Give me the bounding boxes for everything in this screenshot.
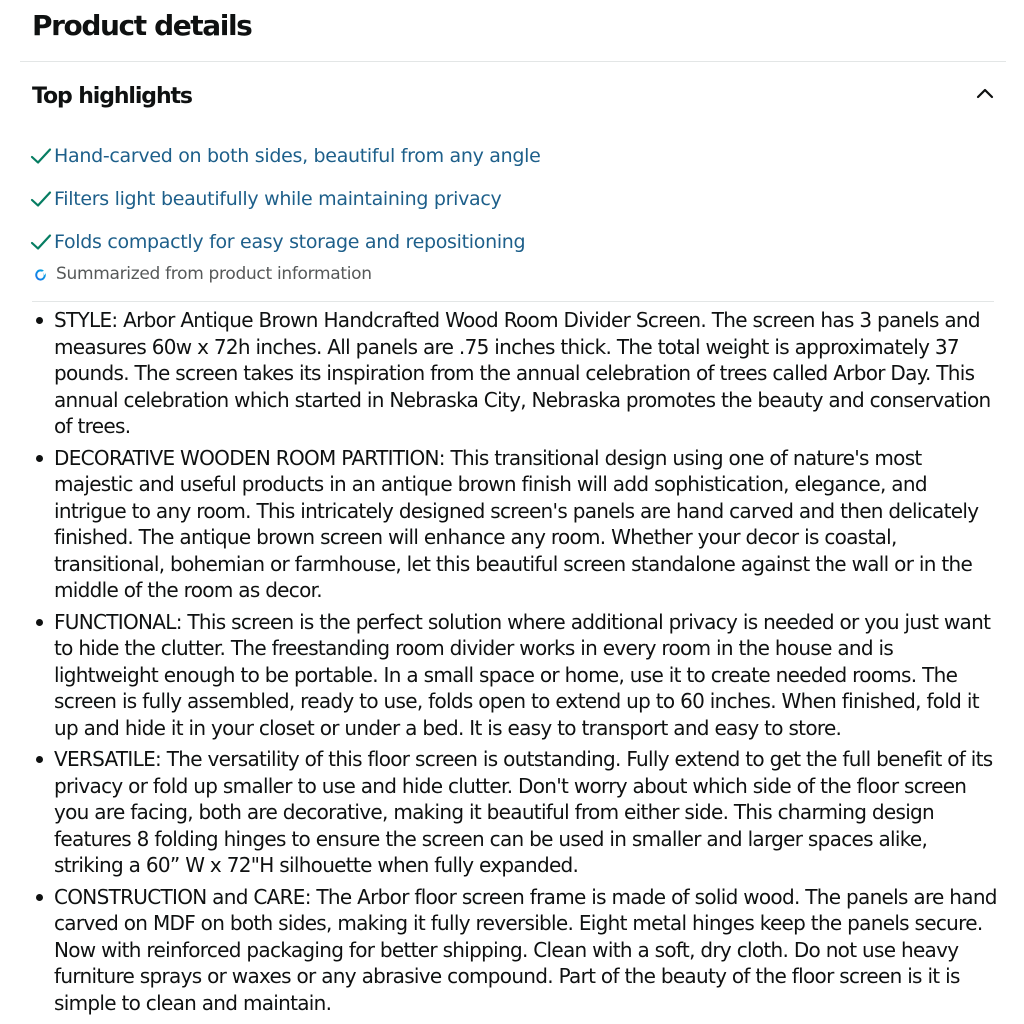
- about-item: [54, 746, 1000, 879]
- highlight-item: [30, 177, 990, 220]
- about-item-text: CONSTRUCTION and CARE: The Arbor floor screen frame is made of solid wood. The panels are hand carved on MDF on both sides, making it fully reversible. Eight metal hinges keep the panels secure. Now with reinforced packaging for better shipping. Clean with a soft, dry cloth. Do not use heavy furniture sprays or waxes or any abrasive compound. Part of the beauty of the floor screen is it is simple to clean and maintain.: [54, 884, 997, 1015]
- about-item: [54, 609, 1000, 742]
- highlight-text: Folds compactly for easy storage and repositioning: [54, 230, 526, 253]
- highlight-item: [30, 134, 990, 177]
- collapse-highlights-button[interactable]: [970, 80, 1000, 106]
- check-icon: [30, 147, 52, 165]
- about-item: [54, 307, 1000, 440]
- check-icon: [30, 233, 52, 251]
- section-divider: [20, 61, 1006, 62]
- ai-sparkle-icon: [33, 266, 49, 282]
- top-highlights-heading: Top highlights: [32, 84, 192, 109]
- highlight-item: [30, 220, 990, 263]
- bullet-icon: [36, 455, 43, 462]
- check-icon: [30, 190, 52, 208]
- about-item: [54, 445, 1000, 604]
- page-title: Product details: [32, 9, 252, 42]
- about-item-text: VERSATILE: The versatility of this floor screen is outstanding. Fully extend to get the full benefit of its privacy or fold up smaller to use and hide clutter. Don't worry about which side of the floor screen you are facing, both are decorative, making it beautiful from either side. This charming design features 8 folding hinges to ensure the screen can be used in smaller and larger spaces alike, striking a 60” W x 72"H silhouette when fully expanded.: [54, 747, 993, 877]
- bullet-icon: [36, 619, 43, 626]
- bullet-icon: [36, 317, 43, 324]
- bullet-icon: [36, 756, 43, 763]
- summary-note: [33, 262, 372, 286]
- bullet-icon: [36, 894, 43, 901]
- chevron-up-icon: [970, 80, 1000, 106]
- summary-note-text: Summarized from product information: [56, 264, 372, 284]
- about-item: [54, 884, 1000, 1017]
- about-item-text: DECORATIVE WOODEN ROOM PARTITION: This transitional design using one of nature's most majestic and useful products in an antique brown finish will add sophistication, elegance, and intrigue to any room. This intricately designed screen's panels are hand carved and then delicately finished. The antique brown screen will enhance any room. Whether your decor is coastal, transitional, bohemian or farmhouse, let this beautiful screen standalone against the wall or in the middle of the room as decor.: [54, 445, 979, 602]
- highlight-text: Hand-carved on both sides, beautiful from any angle: [54, 144, 541, 167]
- section-divider: [32, 301, 994, 302]
- highlight-text: Filters light beautifully while maintaining privacy: [54, 187, 502, 210]
- about-item-text: FUNCTIONAL: This screen is the perfect solution where additional privacy is needed or you just want to hide the clutter. The freestanding room divider works in every room in the house and is lightweight enough to be portable. In a small space or home, use it to create needed rooms. The screen is fully assembled, ready to use, folds open to extend up to 60 inches. When finished, fold it up and hide it in your closet or under a bed. It is easy to transport and easy to store.: [54, 609, 991, 740]
- about-item-text: STYLE: Arbor Antique Brown Handcrafted Wood Room Divider Screen. The screen has 3 panels and measures 60w x 72h inches. All panels are .75 inches thick. The total weight is approximately 37 pounds. The screen takes its inspiration from the annual celebration of trees called Arbor Day. This annual celebration which started in Nebraska City, Nebraska promotes the beauty and conservation of trees.: [54, 308, 991, 438]
- about-item-list: [54, 307, 1000, 1021]
- highlights-list: [30, 134, 990, 263]
